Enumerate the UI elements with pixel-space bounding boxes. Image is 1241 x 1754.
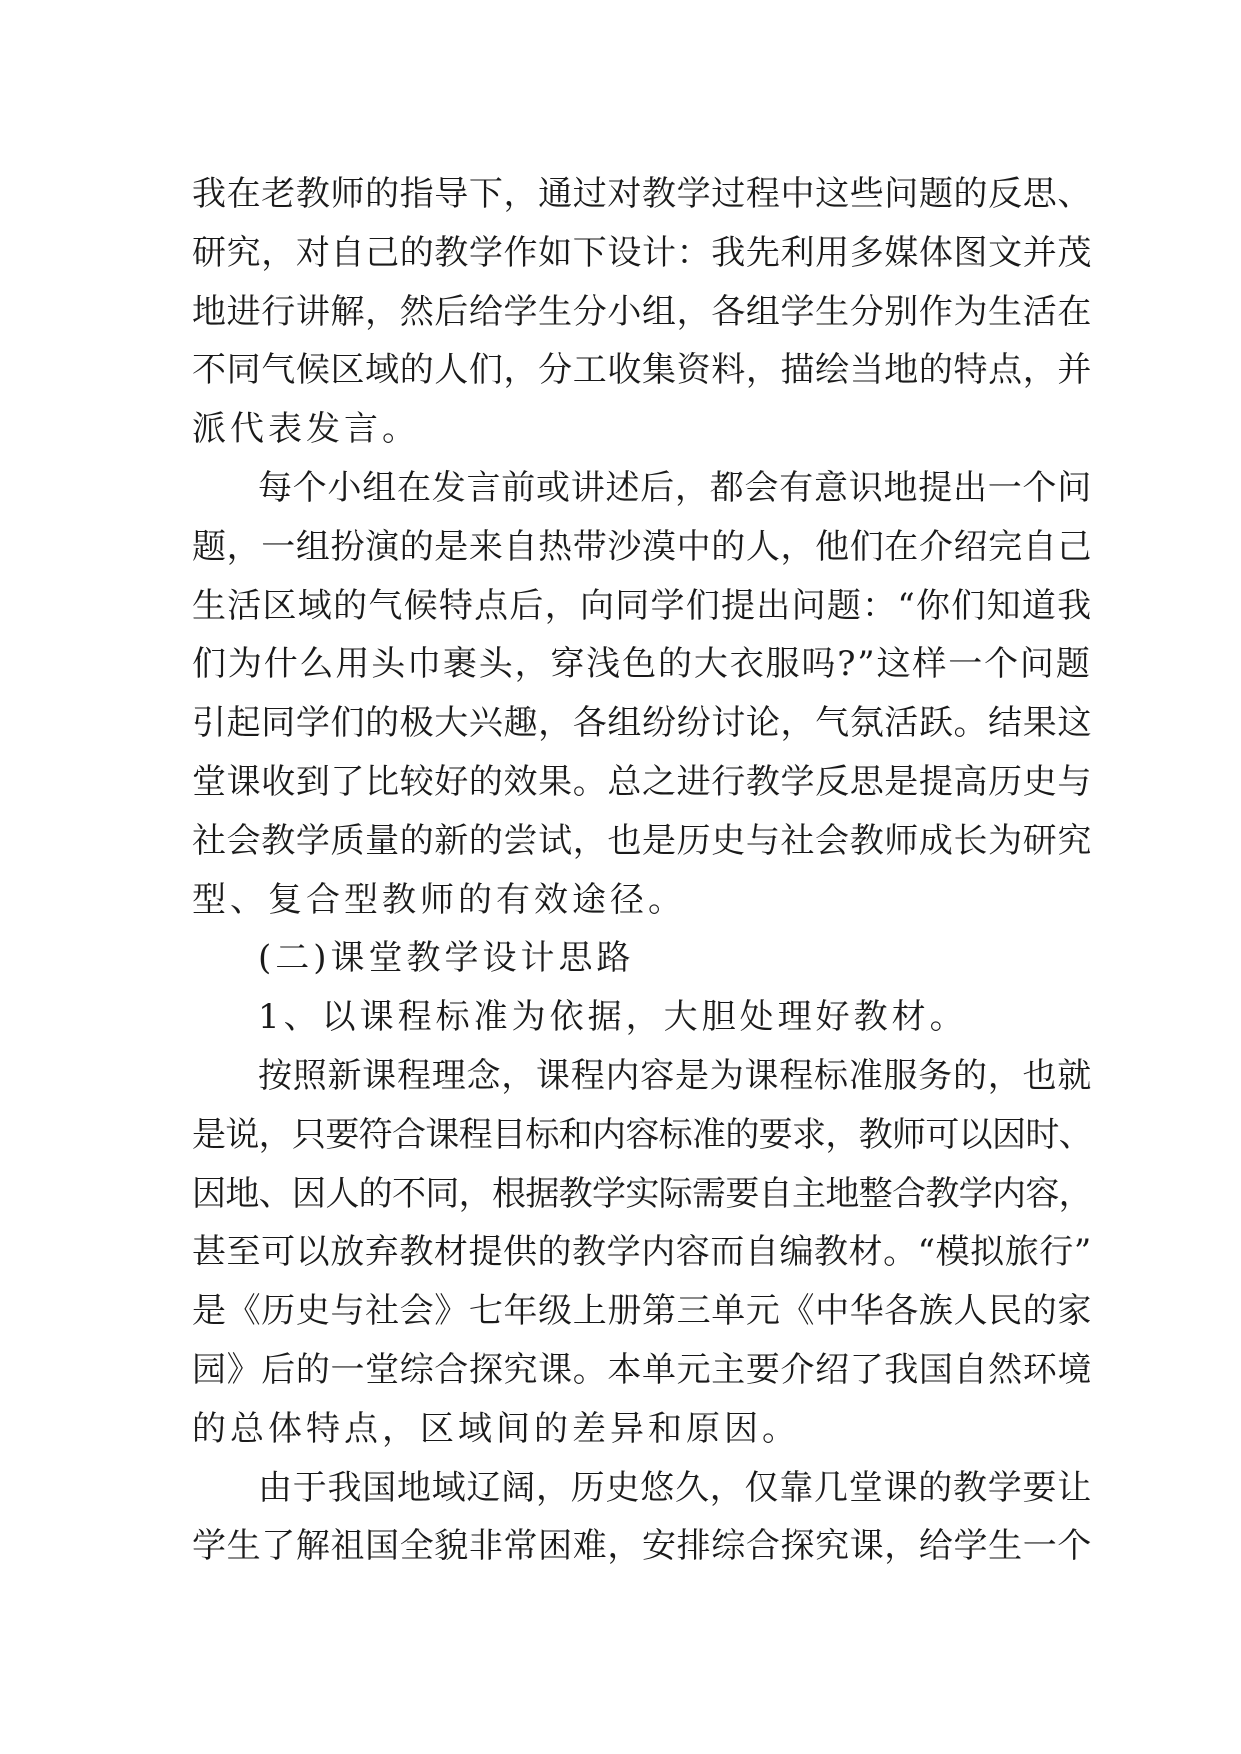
- text-line: 是《历史与社会》七年级上册第三单元《中华各族人民的家: [192, 1291, 1092, 1332]
- text-line: 们为什么用头巾裹头，穿浅色的大衣服吗?”这样一个问题: [192, 644, 1092, 685]
- text-line: 堂课收到了比较好的效果。总之进行教学反思是提高历史与: [192, 761, 1092, 802]
- text-line: 派代表发言。: [192, 409, 420, 450]
- text-line: (二)课堂教学设计思路: [258, 938, 635, 979]
- text-line: 题，一组扮演的是来自热带沙漠中的人，他们在介绍完自己: [192, 526, 1092, 567]
- text-line: 的总体特点，区域间的差异和原因。: [192, 1408, 800, 1449]
- text-line: 因地、因人的不同，根据教学实际需要自主地整合教学内容，: [192, 1173, 1092, 1214]
- text-line: 每个小组在发言前或讲述后，都会有意识地提出一个问: [258, 467, 1092, 508]
- text-line: 由于我国地域辽阔，历史悠久，仅靠几堂课的教学要让: [258, 1467, 1092, 1508]
- text-line: 甚至可以放弃教材提供的教学内容而自编教材。“模拟旅行”: [192, 1232, 1092, 1273]
- text-line: 地进行讲解，然后给学生分小组，各组学生分别作为生活在: [192, 291, 1092, 332]
- text-line: 园》后的一堂综合探究课。本单元主要介绍了我国自然环境: [192, 1349, 1092, 1390]
- text-line: 不同气候区域的人们，分工收集资料，描绘当地的特点，并: [192, 350, 1092, 391]
- text-line: 我在老教师的指导下，通过对教学过程中这些问题的反思、: [192, 174, 1092, 214]
- text-line: 学生了解祖国全貌非常困难，安排综合探究课，给学生一个: [192, 1526, 1092, 1567]
- text-line: 研究，对自己的教学作如下设计：我先利用多媒体图文并茂: [192, 232, 1092, 273]
- text-line: 是说，只要符合课程目标和内容标准的要求，教师可以因时、: [192, 1114, 1092, 1155]
- text-line: 社会教学质量的新的尝试，也是历史与社会教师成长为研究: [192, 820, 1092, 861]
- document-body: [192, 165, 1092, 1576]
- text-line: 生活区域的气候特点后，向同学们提出问题：“你们知道我: [192, 585, 1093, 626]
- text-line: 型、复合型教师的有效途径。: [192, 879, 686, 920]
- text-line: 1、以课程标准为依据，大胆处理好教材。: [258, 997, 968, 1038]
- text-line: 引起同学们的极大兴趣，各组纷纷讨论，气氛活跃。结果这: [192, 703, 1092, 744]
- text-line: 按照新课程理念，课程内容是为课程标准服务的，也就: [258, 1055, 1092, 1096]
